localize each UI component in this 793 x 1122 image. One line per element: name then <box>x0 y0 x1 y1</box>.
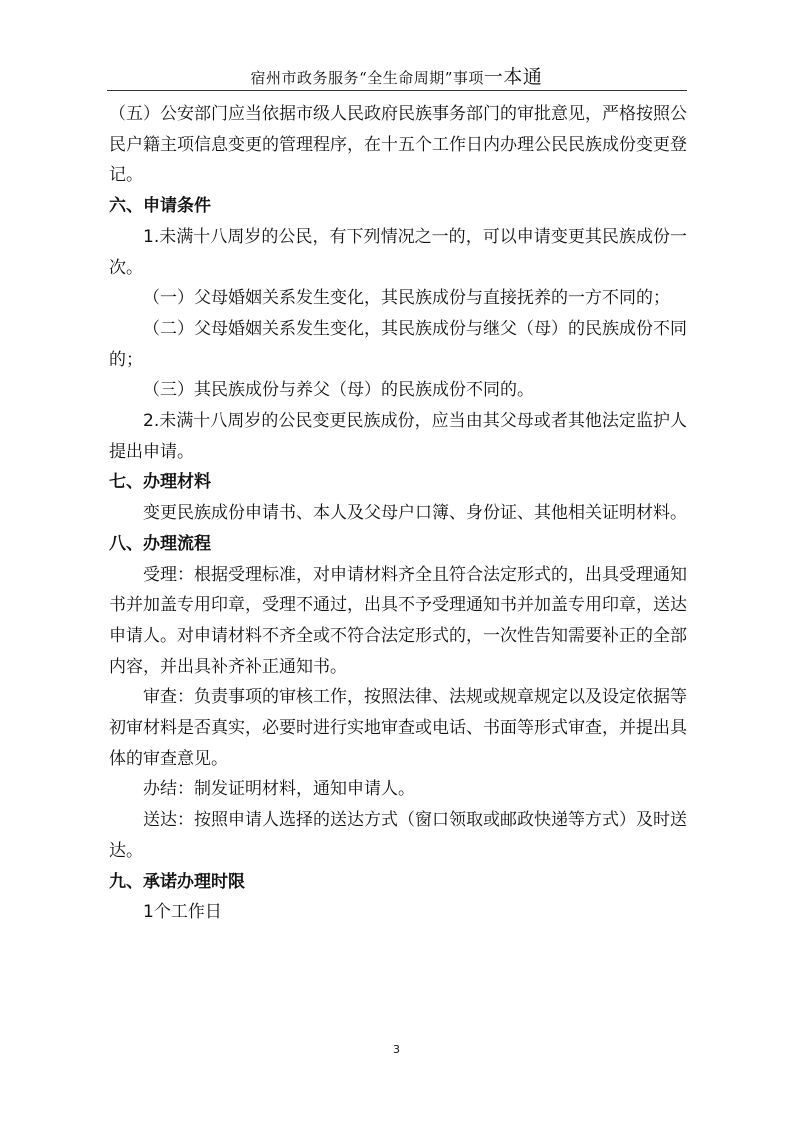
section-paragraph: 送达：按照申请人选择的送达方式（窗口领取或邮政快递等方式）及时送达。 <box>109 810 687 861</box>
section-heading: 七、办理材料 <box>109 472 211 493</box>
page-number: 3 <box>393 1043 400 1056</box>
header-emphasis: 一本通 <box>483 66 543 88</box>
header-quoted: “全生命周期” <box>359 69 453 87</box>
document-body <box>109 99 687 928</box>
section-paragraph: （二）父母婚姻关系发生变化，其民族成份与继父（母）的民族成份不同的； <box>109 318 687 370</box>
section-paragraph: 变更民族成份申请书、本人及父母户口簿、身份证、其他相关证明材料。 <box>143 503 687 524</box>
intro-paragraph: （五）公安部门应当依据市级人民政府民族事务部门的审批意见，严格按照公民户籍主项信息变更的管理程序，在十五个工作日内办理公民民族成份变更登记。 <box>109 104 687 186</box>
running-header <box>0 62 793 89</box>
section-heading: 九、承诺办理时限 <box>109 871 245 892</box>
header-rule <box>107 90 687 91</box>
section-paragraph: 1个工作日 <box>143 902 222 923</box>
header-suffix: 事项 <box>452 69 484 87</box>
section-paragraph: 2.未满十八周岁的公民变更民族成份，应当由其父母或者其他法定监护人提出申请。 <box>109 411 687 462</box>
section-paragraph: 审查：负责事项的审核工作，按照法律、法规或规章规定以及设定依据等初审材料是否真实，必要时进行实地审查或电话、书面等形式审查，并提出具体的审查意见。 <box>109 687 687 769</box>
section-paragraph: 办结：制发证明材料，通知申请人。 <box>143 779 415 800</box>
section-paragraph: （一）父母婚姻关系发生变化，其民族成份与直接抚养的一方不同的； <box>143 288 670 309</box>
section-paragraph: 1.未满十八周岁的公民，有下列情况之一的，可以申请变更其民族成份一次。 <box>109 226 687 278</box>
section-paragraph: （三）其民族成份与养父（母）的民族成份不同的。 <box>143 380 534 401</box>
section-heading: 八、办理流程 <box>109 533 211 554</box>
section-heading: 六、申请条件 <box>109 196 211 217</box>
section-paragraph: 受理：根据受理标准，对申请材料齐全且符合法定形式的，出具受理通知书并加盖专用印章，受理不通过，出具不予受理通知书并加盖专用印章，送达申请人。对申请材料不齐全或不符合法定形式的，一次性告知需要补正的全部内容，并出具补齐补正通知书。 <box>109 564 687 677</box>
header-prefix: 宿州市政务服务 <box>250 69 360 87</box>
